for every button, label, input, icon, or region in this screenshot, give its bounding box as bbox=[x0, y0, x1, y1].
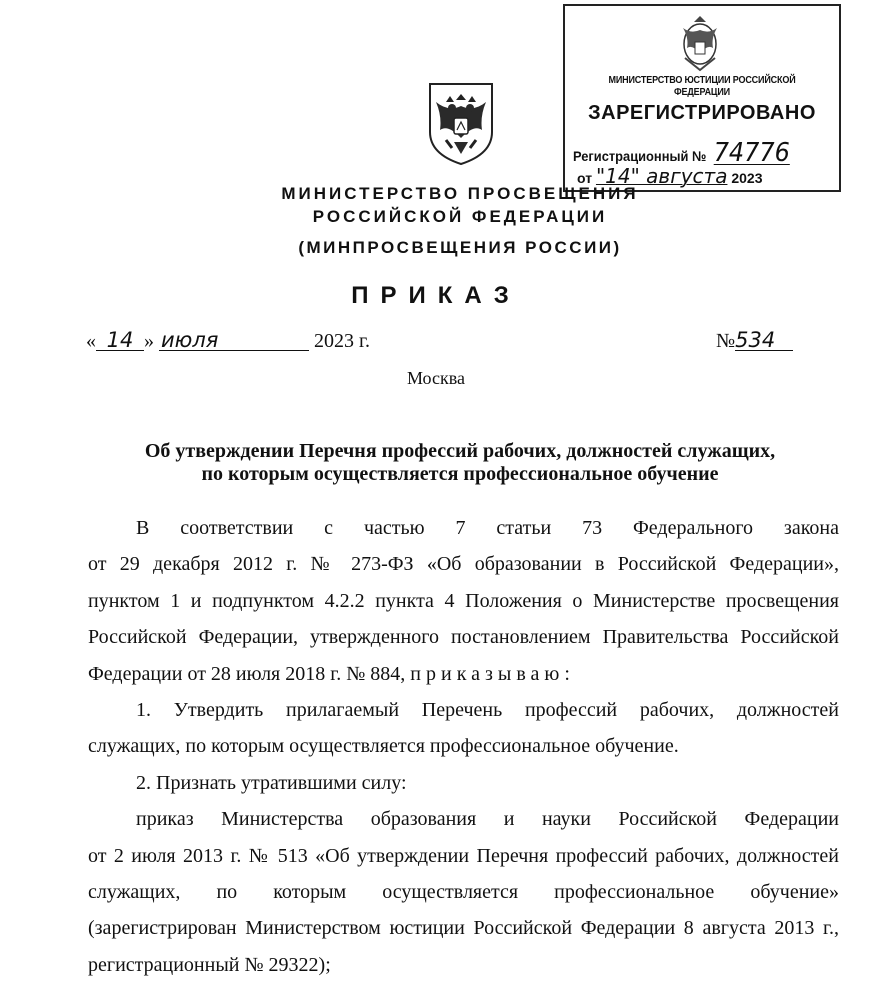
order-body bbox=[88, 510, 839, 983]
order-number: 534 bbox=[735, 330, 793, 351]
prikazyvayu: приказываю: bbox=[410, 662, 575, 685]
revoked-line3: служащих, по которым осуществляется профессиональное обучение» bbox=[88, 881, 839, 904]
stamp-coat-of-arms-icon bbox=[675, 14, 725, 74]
preamble-line5 bbox=[88, 656, 839, 692]
ministry-short-name: (МИНПРОСВЕЩЕНИЯ РОССИИ) bbox=[298, 238, 622, 257]
order-number-line bbox=[716, 330, 793, 353]
order-title bbox=[100, 440, 820, 486]
preamble-line4: Российской Федерации, утвержденного постановлением Правительства Российской bbox=[88, 626, 839, 649]
stamp-reg-label: Регистрационный № bbox=[573, 148, 707, 164]
order-day: 14 bbox=[96, 330, 144, 351]
item1-line1: 1. Утвердить прилагаемый Перечень профессий рабочих, должностей bbox=[136, 699, 839, 722]
order-date bbox=[86, 330, 370, 353]
paragraph-revoked-order bbox=[88, 801, 839, 983]
revoked-line5: регистрационный № 29322); bbox=[88, 953, 331, 976]
coat-of-arms-icon bbox=[422, 80, 500, 166]
preamble-line3: пунктом 1 и подпунктом 4.2.2 пункта 4 Положения о Министерстве просвещения bbox=[88, 589, 839, 612]
order-year: 2023 г. bbox=[314, 330, 370, 352]
revoked-line2: от 2 июля 2013 г. № 513 «Об утверждении Перечня профессий рабочих, должностей bbox=[88, 844, 839, 867]
paragraph-preamble bbox=[88, 510, 839, 692]
stamp-status: ЗАРЕГИСТРИРОВАНО bbox=[588, 102, 816, 124]
preamble-line2: от 29 декабря 2012 г. № 273-ФЗ «Об образовании в Российской Федерации», bbox=[88, 553, 839, 576]
preamble-line5-text: Федерации от 28 июля 2018 г. № 884, bbox=[88, 662, 406, 685]
quote-close: » bbox=[144, 330, 154, 352]
stamp-reg-number: 74776 bbox=[713, 138, 790, 168]
registration-stamp bbox=[563, 4, 841, 192]
ministry-name-line2: РОССИЙСКОЙ ФЕДЕРАЦИИ bbox=[312, 207, 608, 226]
order-month: июля bbox=[159, 330, 309, 351]
preamble-line1: В соответствии с частью 7 статьи 73 Федерального закона bbox=[136, 517, 839, 539]
stamp-date-prefix: от bbox=[577, 170, 593, 186]
stamp-date-handwritten: "14" августа bbox=[595, 164, 728, 188]
order-title-line2: по которым осуществляется профессиональное обучение bbox=[201, 463, 719, 485]
revoked-line1: приказ Министерства образования и науки Российской Федерации bbox=[136, 808, 839, 831]
quote-open: « bbox=[86, 330, 96, 352]
item1-line2: служащих, по которым осуществляется профессиональное обучение. bbox=[88, 735, 679, 758]
document-type-heading: ПРИКАЗ bbox=[351, 282, 521, 309]
ministry-name-line1: МИНИСТЕРСТВО ПРОСВЕЩЕНИЯ bbox=[281, 184, 639, 203]
order-number-label: № bbox=[716, 330, 736, 352]
stamp-ministry-text: МИНИСТЕРСТВО ЮСТИЦИИ РОССИЙСКОЙ ФЕДЕРАЦИИ bbox=[608, 74, 796, 98]
order-city: Москва bbox=[407, 368, 465, 388]
item2-line1: 2. Признать утратившими силу: bbox=[136, 771, 407, 794]
revoked-line4: (зарегистрирован Министерством юстиции Российской Федерации 8 августа 2013 г., bbox=[88, 917, 839, 940]
paragraph-item1 bbox=[88, 692, 839, 765]
stamp-year: 2023 bbox=[731, 170, 763, 186]
order-title-line1: Об утверждении Перечня профессий рабочих, должностей служащих, bbox=[144, 440, 776, 462]
paragraph-item2 bbox=[88, 765, 839, 801]
